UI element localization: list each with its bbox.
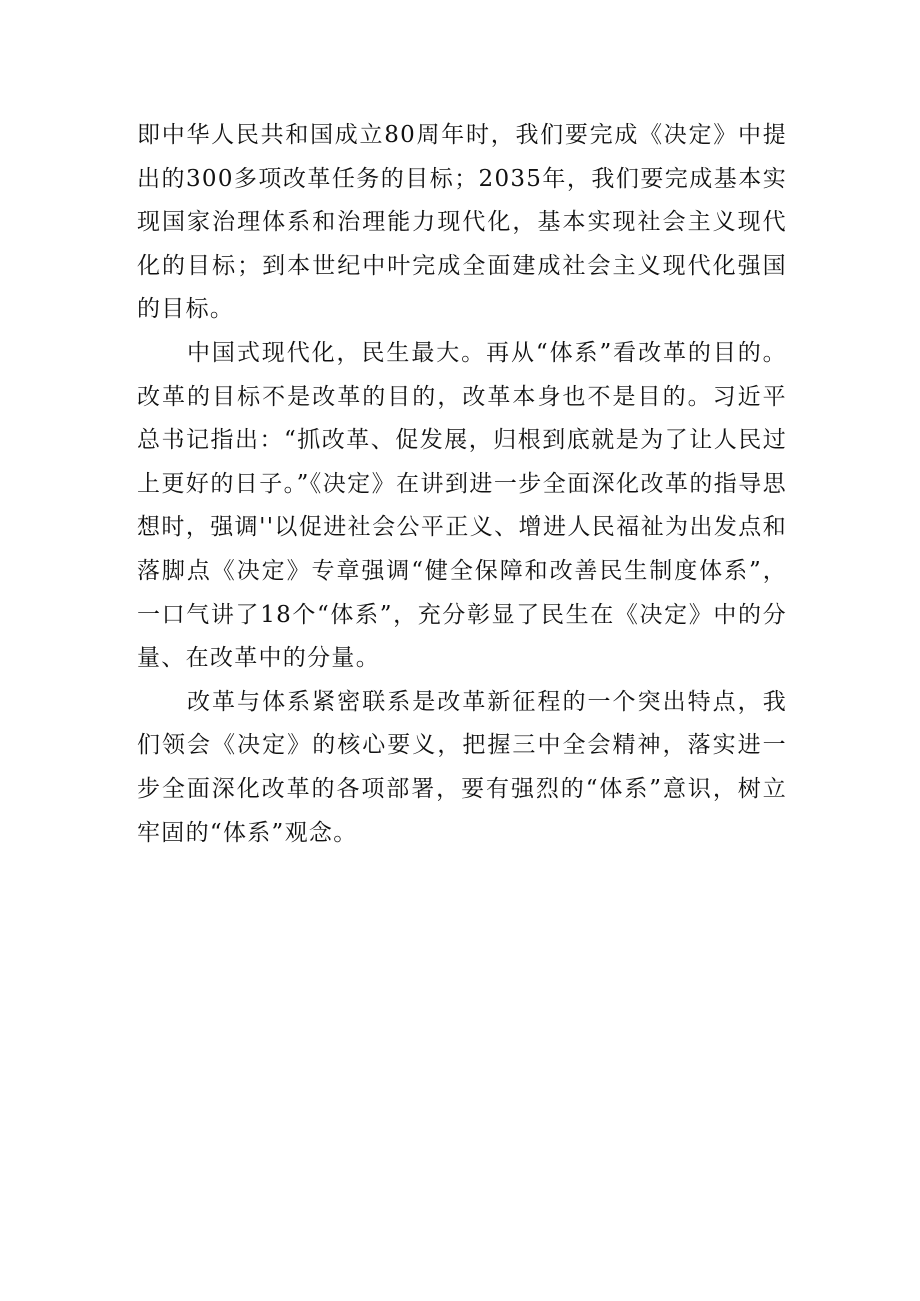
paragraph-livelihood: 中国式现代化，民生最大。再从“体系”看改革的目的。改革的目标不是改革的目的，改革本身也不是目的。习近平总书记指出：“抓改革、促发展，归根到底就是为了让人民过上更好的日子。”《决定》在讲到进一步全面深化改革的指导思想时，强调''以促进社会公平正义、增进人民福祉为出发点和落脚点《决定》专章强调“健全保障和改善民生制度体系”，一口气讲了18个“体系”，充分彰显了民生在《决定》中的分量、在改革中的分量。 (137, 339, 787, 672)
paragraph-continuation: 即中华人民共和国成立80周年时，我们要完成《决定》中提出的300多项改革任务的目标；2035年，我们要完成基本实现国家治理体系和治理能力现代化，基本实现社会主义现代化的目标；到本世纪中叶完成全面建成社会主义现代化强国的目标。 (137, 122, 787, 323)
document-body (137, 114, 787, 855)
paragraph-conclusion: 改革与体系紧密联系是改革新征程的一个突出特点，我们领会《决定》的核心要义，把握三中全会精神，落实进一步全面深化改革的各项部署，要有强烈的“体系”意识，树立牢固的“体系”观念。 (137, 688, 787, 846)
